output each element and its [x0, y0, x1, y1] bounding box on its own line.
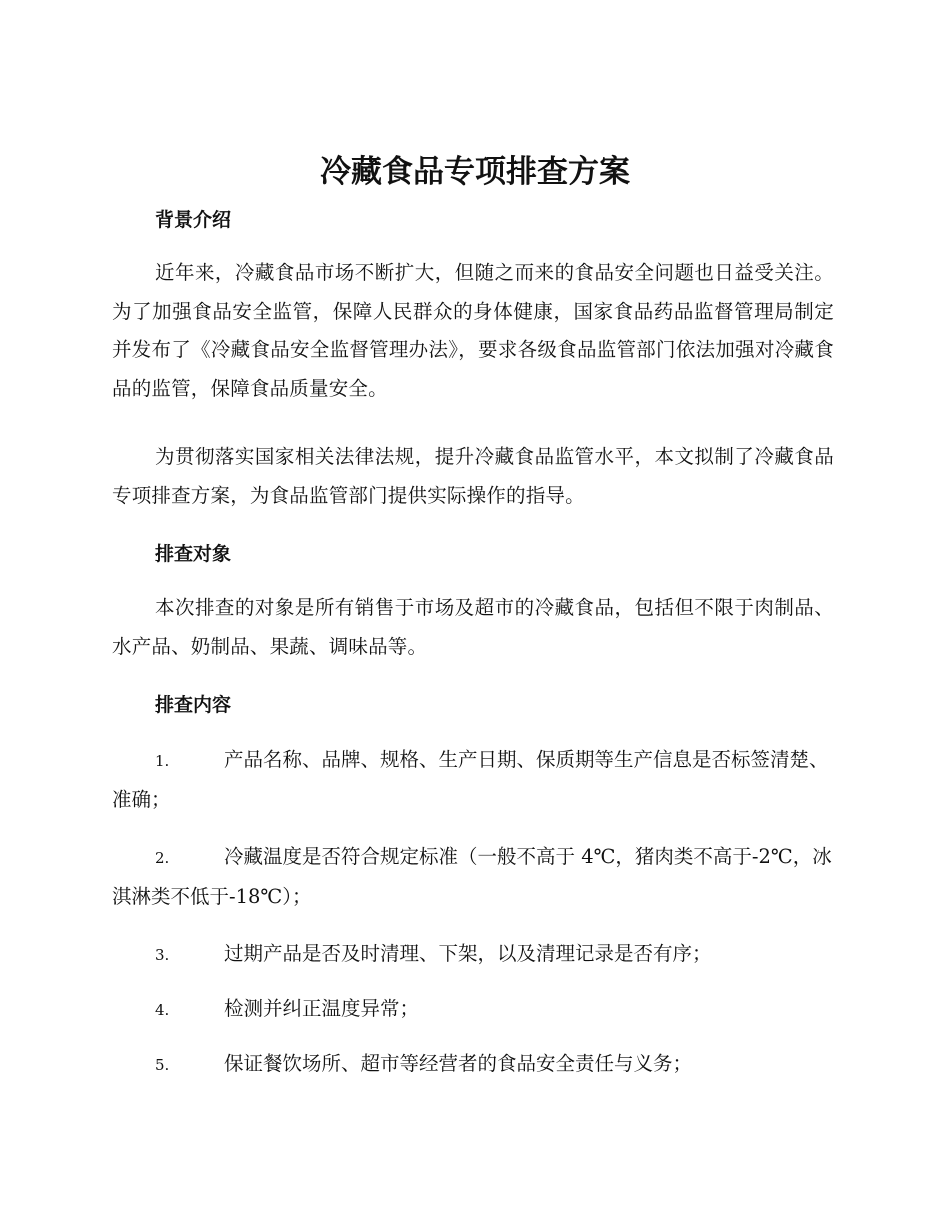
list-item-text: 冷藏温度是否符合规定标准（一般不高于 4℃，猪肉类不高于-2℃，冰淇淋类不低于-18℃）；: [112, 845, 832, 908]
paragraph: 本次排查的对象是所有销售于市场及超市的冷藏食品，包括但不限于肉制品、水产品、奶制品、果蔬、调味品等。: [112, 596, 834, 658]
list-item-text: 检测并纠正温度异常；: [224, 997, 420, 1020]
list-item-text: 产品名称、品牌、规格、生产日期、保质期等生产信息是否标签清楚、准确；: [112, 748, 829, 811]
list-item: [112, 838, 834, 916]
list-item: [112, 741, 834, 819]
list-item-number: 5.: [155, 1056, 170, 1074]
list-item-number: 4.: [155, 1001, 170, 1019]
paragraph: 近年来，冷藏食品市场不断扩大，但随之而来的食品安全问题也日益受关注。为了加强食品安全监管，保障人民群众的身体健康，国家食品药品监督管理局制定并发布了《冷藏食品安全监督管理办法》，要求各级食品监管部门依法加强对冷藏食品的监管，保障食品质量安全。: [112, 261, 834, 400]
list-item-number: 2.: [155, 849, 170, 867]
list-item: [112, 990, 834, 1030]
section-heading-background: 背景介绍: [155, 209, 232, 231]
list-item: [112, 935, 834, 975]
section-heading-targets: 排查对象: [155, 543, 232, 565]
section-heading-content: 排查内容: [155, 694, 232, 716]
document-title: 冷藏食品专项排查方案: [320, 154, 630, 190]
list-item-text: 保证餐饮场所、超市等经营者的食品安全责任与义务；: [224, 1052, 693, 1075]
paragraph: 为贯彻落实国家相关法律法规，提升冷藏食品监管水平，本文拟制了冷藏食品专项排查方案，为食品监管部门提供实际操作的指导。: [112, 445, 834, 507]
list-item: [112, 1045, 834, 1085]
list-item-text: 过期产品是否及时清理、下架，以及清理记录是否有序；: [224, 942, 712, 965]
list-item-number: 3.: [155, 946, 170, 964]
list-item-number: 1.: [155, 752, 170, 770]
